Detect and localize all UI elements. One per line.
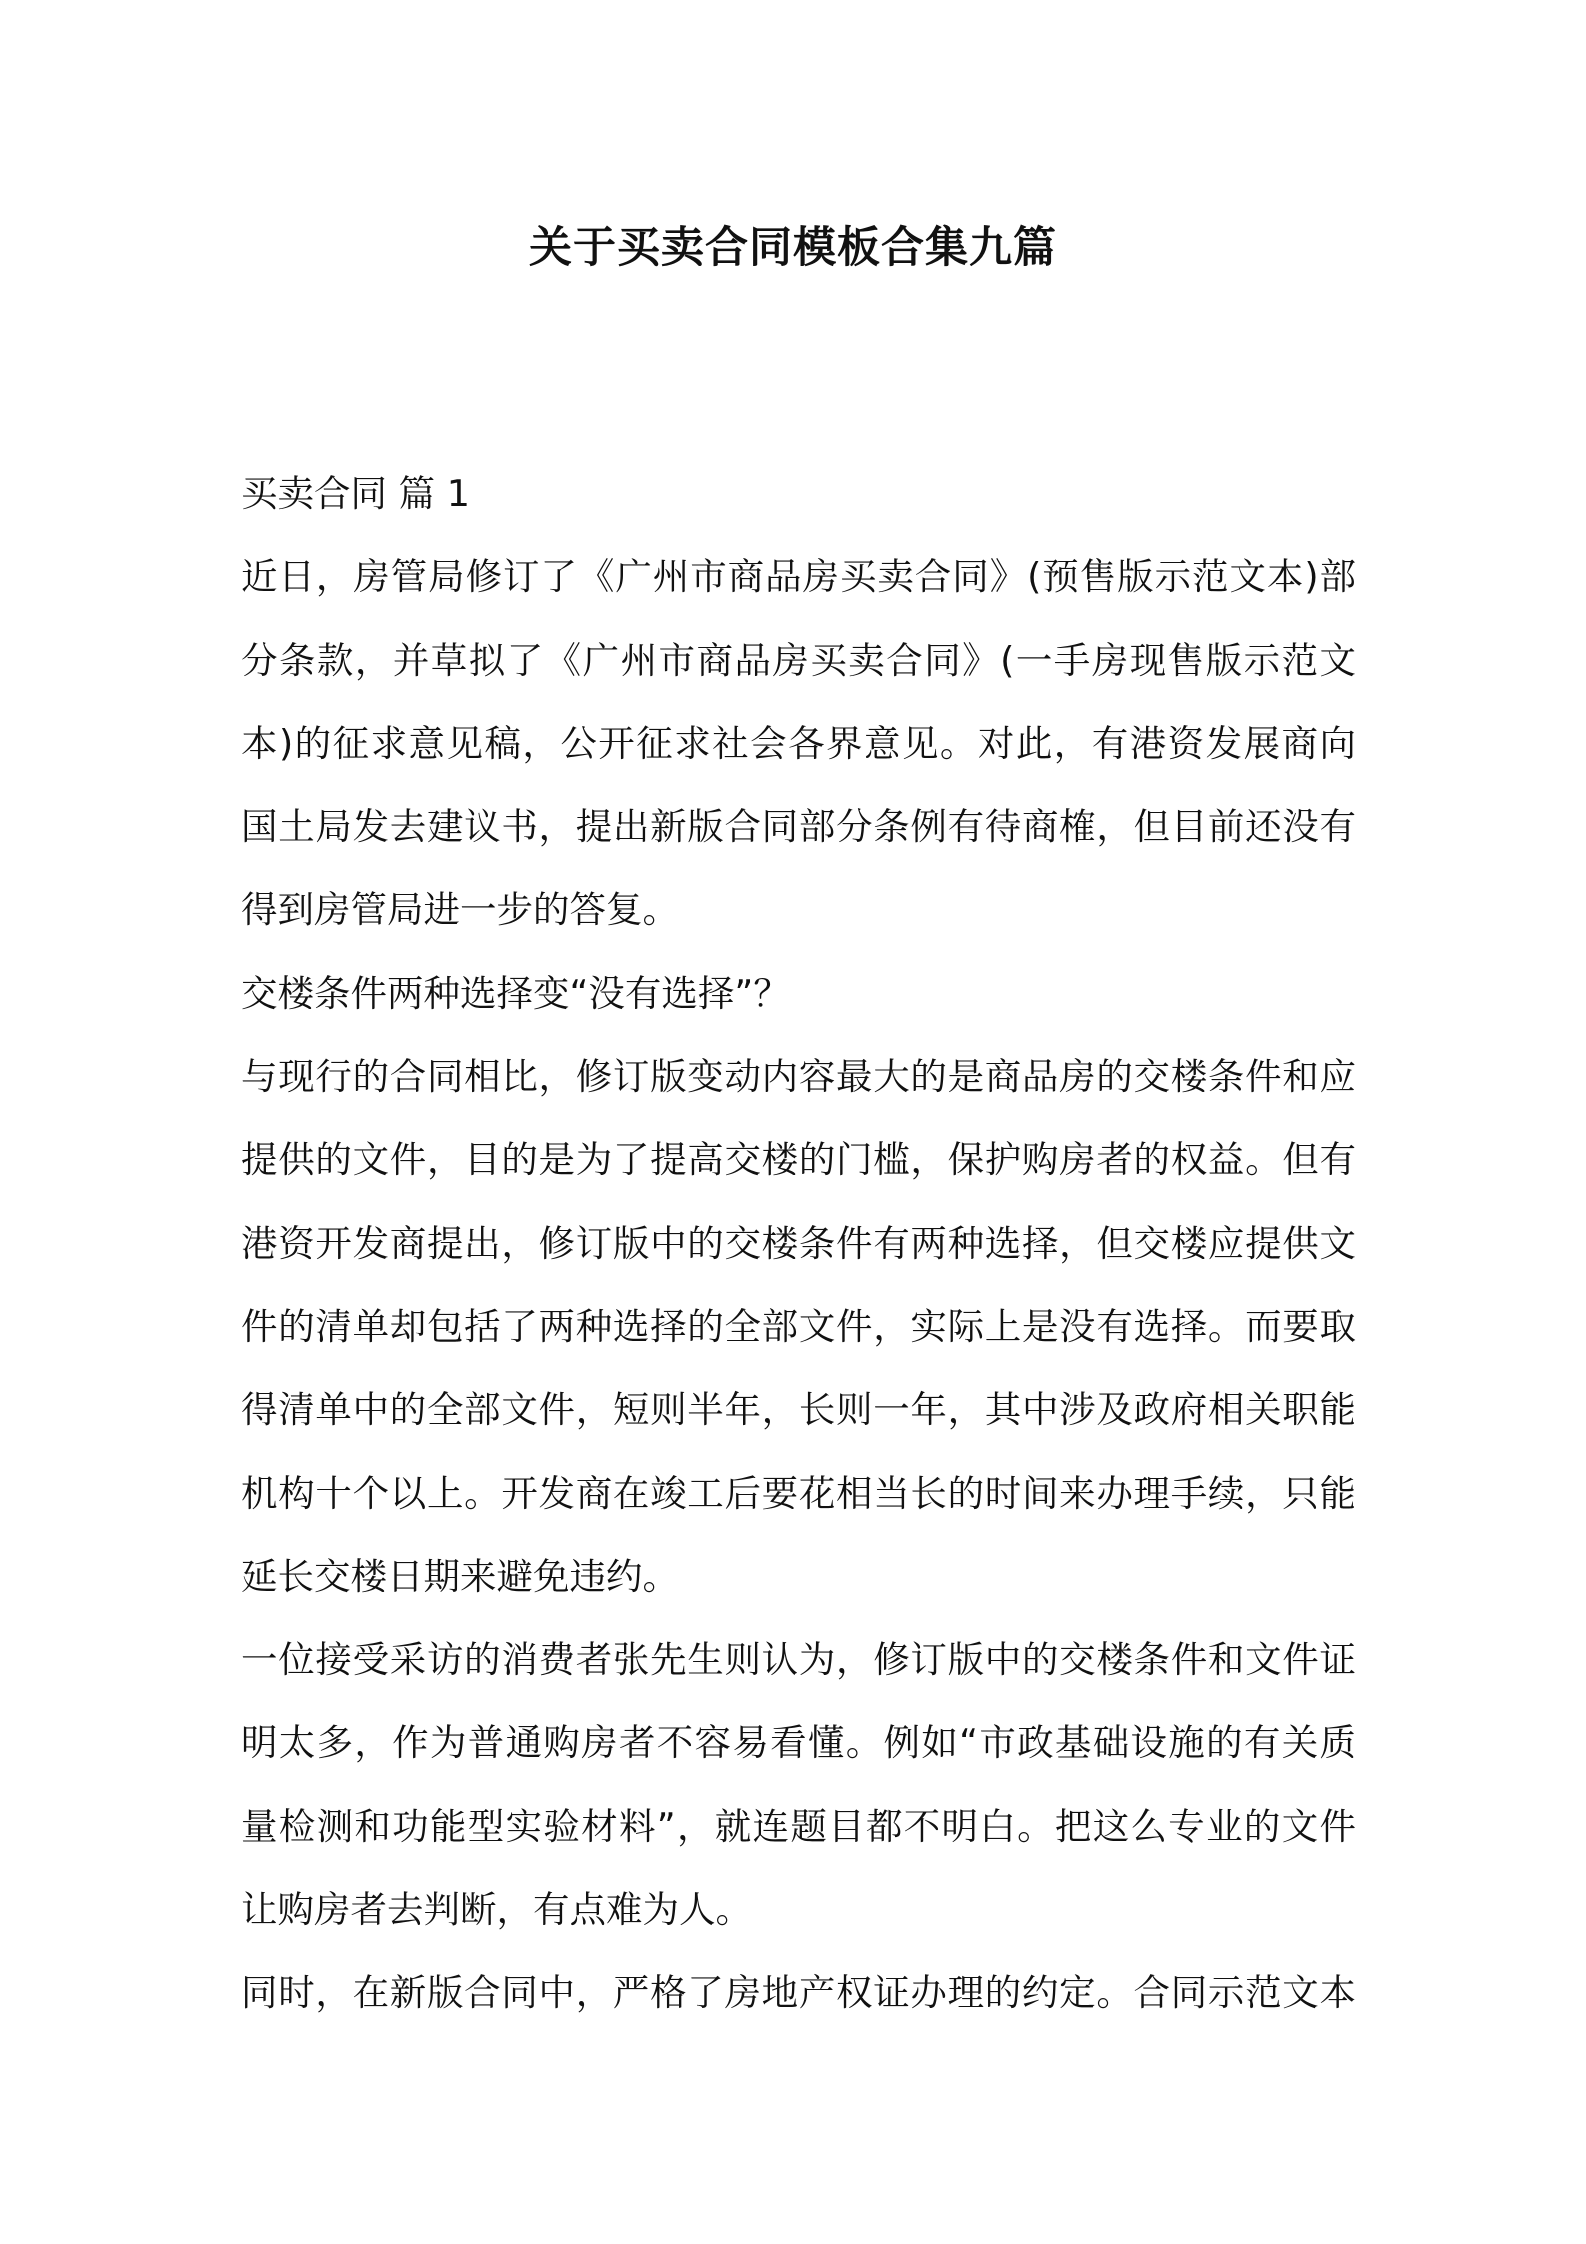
- paragraph-line: 让购房者去判断，有点难为人。: [241, 1888, 752, 1932]
- paragraph-line: 近日，房管局修订了《广州市商品房买卖合同》(预售版示范文本)部: [241, 555, 1356, 599]
- paragraph-line: 港资开发商提出，修订版中的交楼条件有两种选择，但交楼应提供文: [241, 1221, 1356, 1265]
- paragraph-line: 与现行的合同相比，修订版变动内容最大的是商品房的交楼条件和应: [241, 1055, 1356, 1099]
- paragraph-line: 得到房管局进一步的答复。: [241, 888, 679, 932]
- document-body: [241, 452, 1356, 2035]
- paragraph-line: 延长交楼日期来避免违约。: [241, 1554, 679, 1598]
- paragraph-line: 件的清单却包括了两种选择的全部文件，实际上是没有选择。而要取: [241, 1304, 1356, 1348]
- paragraph-line: 分条款，并草拟了《广州市商品房买卖合同》(一手房现售版示范文: [241, 638, 1356, 682]
- paragraph-line: 提供的文件，目的是为了提高交楼的门槛，保护购房者的权益。但有: [241, 1138, 1356, 1182]
- paragraph-line: 得清单中的全部文件，短则半年，长则一年，其中涉及政府相关职能: [241, 1388, 1356, 1432]
- paragraph-line: 本)的征求意见稿，公开征求社会各界意见。对此，有港资发展商向: [241, 721, 1356, 765]
- paragraph-line: 一位接受采访的消费者张先生则认为，修订版中的交楼条件和文件证: [241, 1638, 1356, 1682]
- section-heading: 买卖合同 篇 1: [241, 472, 470, 515]
- paragraph-line: 量检测和功能型实验材料”，就连题目都不明白。把这么专业的文件: [241, 1804, 1356, 1848]
- document-title: 关于买卖合同模板合集九篇: [529, 223, 1057, 273]
- subheading: 交楼条件两种选择变“没有选择”？: [241, 971, 790, 1015]
- paragraph-line: 国土局发去建议书，提出新版合同部分条例有待商榷，但目前还没有: [241, 805, 1356, 849]
- paragraph-line: 同时，在新版合同中，严格了房地产权证办理的约定。合同示范文本: [241, 1971, 1356, 2015]
- paragraph-line: 明太多，作为普通购房者不容易看懂。例如“市政基础设施的有关质: [241, 1721, 1356, 1765]
- paragraph-line: 机构十个以上。开发商在竣工后要花相当长的时间来办理手续，只能: [241, 1471, 1356, 1515]
